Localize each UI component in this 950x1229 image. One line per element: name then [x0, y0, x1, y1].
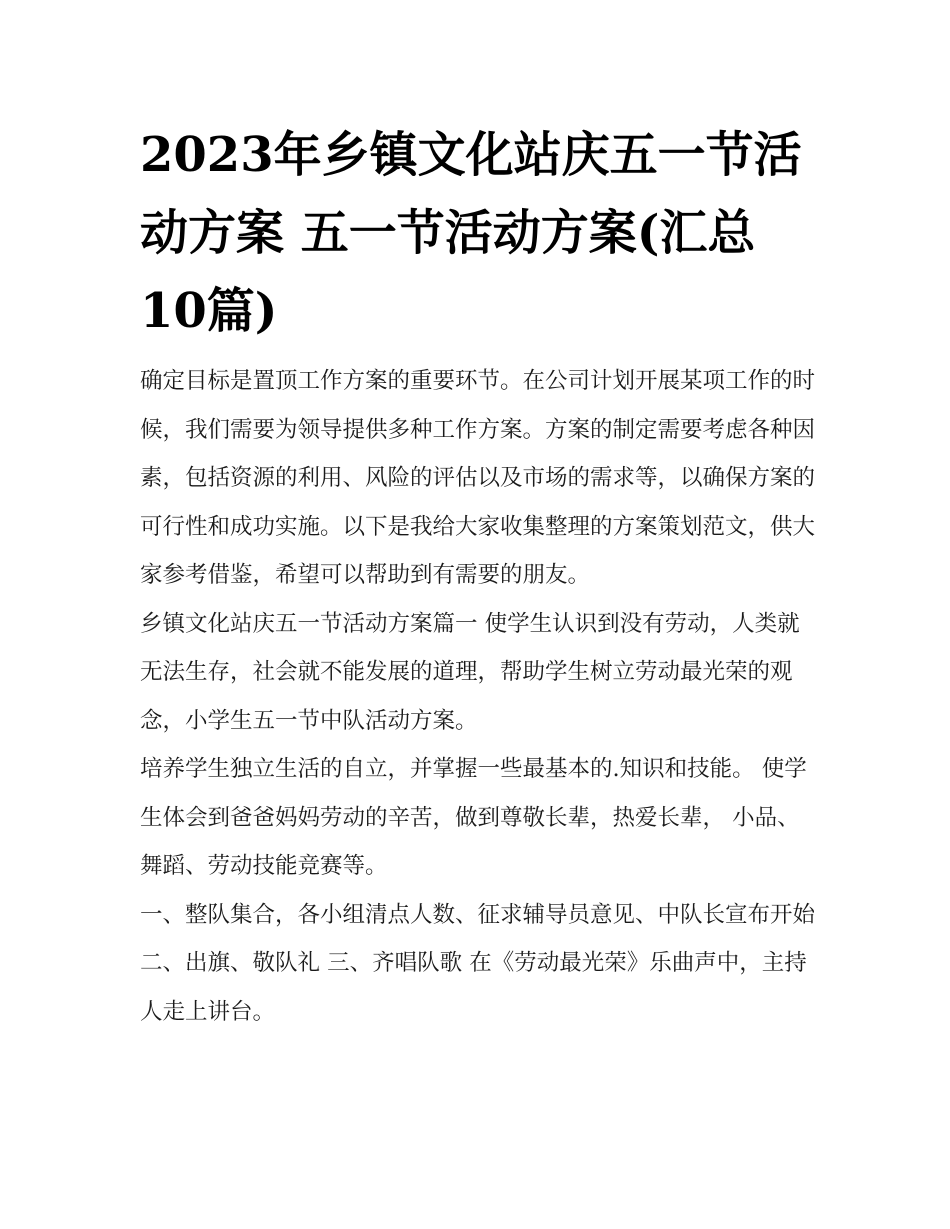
paragraph-section-one: 乡镇文化站庆五一节活动方案篇一 使学生认识到没有劳动，人类就无法生存，社会就不能发展的道理，帮助学生树立劳动最光荣的观念，小学生五一节中队活动方案。 [140, 610, 800, 734]
document-title: 2023年乡镇文化站庆五一节活动方案 五一节活动方案(汇总10篇) [140, 127, 802, 339]
paragraph-intro: 确定目标是置顶工作方案的重要环节。在公司计划开展某项工作的时候，我们需要为领导提供多种工作方案。方案的制定需要考虑各种因素，包括资源的利用、风险的评估以及市场的需求等，以确保方案的可行性和成功实施。以下是我给大家收集整理的方案策划范文，供大家参考借鉴，希望可以帮助到有需要的朋友。 [140, 368, 816, 588]
paragraph-procedure: 一、整队集合，各小组清点人数、征求辅导员意见、中队长宣布开始 二、出旗、敬队礼 三、齐唱队歌 在《劳动最光荣》乐曲声中，主持人走上讲台。 [140, 901, 816, 1025]
document-body [140, 357, 820, 1036]
paragraph-skills: 培养学生独立生活的自立，并掌握一些最基本的.知识和技能。 使学生体会到爸爸妈妈劳动的辛苦，做到尊敬长辈，热爱长辈， 小品、舞蹈、劳动技能竞赛等。 [140, 756, 807, 879]
